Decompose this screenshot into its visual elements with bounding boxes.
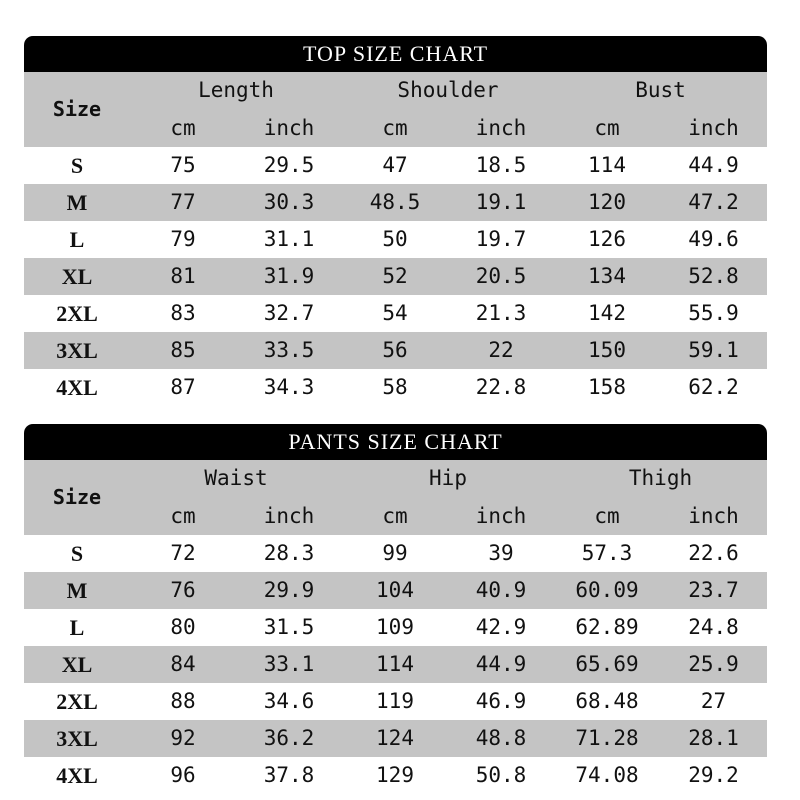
top-chart-header <box>24 72 767 147</box>
table-cell: 49.6 <box>688 227 739 251</box>
unit-header: inch <box>263 504 315 528</box>
table-cell: 30.3 <box>263 190 315 214</box>
table-cell: 88 <box>170 689 196 713</box>
table-row <box>24 683 767 720</box>
unit-header: inch <box>688 116 739 140</box>
pants-size-chart <box>24 424 767 794</box>
table-cell: 109 <box>376 615 414 639</box>
table-cell: 92 <box>170 726 196 750</box>
table-cell: 22.8 <box>475 375 527 399</box>
table-cell: 62.89 <box>575 615 639 639</box>
table-cell: 76 <box>170 578 196 602</box>
unit-header: cm <box>594 504 620 528</box>
table-cell: 142 <box>588 301 626 325</box>
size-cell: M <box>66 190 88 215</box>
unit-header: inch <box>475 116 527 140</box>
table-cell: 36.2 <box>263 726 315 750</box>
table-row <box>24 720 767 757</box>
table-row <box>24 258 767 295</box>
table-cell: 79 <box>170 227 196 251</box>
table-cell: 42.9 <box>475 615 527 639</box>
table-cell: 85 <box>170 338 196 362</box>
table-cell: 37.8 <box>263 763 315 787</box>
table-cell: 31.1 <box>263 227 315 251</box>
table-row <box>24 147 767 184</box>
table-cell: 124 <box>376 726 414 750</box>
unit-header: cm <box>170 504 196 528</box>
table-cell: 28.3 <box>263 541 315 565</box>
table-cell: 34.6 <box>263 689 315 713</box>
table-cell: 44.9 <box>688 153 739 177</box>
size-column-header: Size <box>52 97 102 121</box>
table-cell: 71.28 <box>575 726 639 750</box>
top-chart-body <box>24 147 767 406</box>
size-cell: 4XL <box>56 375 98 400</box>
table-cell: 48.5 <box>369 190 421 214</box>
table-cell: 47.2 <box>688 190 739 214</box>
table-cell: 46.9 <box>475 689 527 713</box>
table-cell: 19.1 <box>475 190 527 214</box>
table-cell: 65.69 <box>575 652 639 676</box>
table-cell: 119 <box>376 689 414 713</box>
table-row <box>24 221 767 258</box>
size-cell: 2XL <box>56 301 98 326</box>
unit-header: cm <box>382 504 408 528</box>
pants-chart-title: PANTS SIZE CHART <box>24 424 767 460</box>
table-cell: 83 <box>170 301 196 325</box>
size-column-header: Size <box>52 485 102 509</box>
table-cell: 58 <box>382 375 408 399</box>
table-cell: 99 <box>382 541 408 565</box>
table-row <box>24 369 767 406</box>
table-cell: 21.3 <box>475 301 527 325</box>
table-cell: 56 <box>382 338 408 362</box>
table-cell: 59.1 <box>688 338 739 362</box>
table-cell: 50.8 <box>475 763 527 787</box>
table-cell: 96 <box>170 763 196 787</box>
table-cell: 34.3 <box>263 375 315 399</box>
table-cell: 31.5 <box>263 615 315 639</box>
table-cell: 60.09 <box>575 578 639 602</box>
size-cell: 2XL <box>56 689 98 714</box>
table-cell: 32.7 <box>263 301 315 325</box>
table-cell: 87 <box>170 375 196 399</box>
table-cell: 52.8 <box>688 264 739 288</box>
table-row <box>24 535 767 572</box>
table-cell: 54 <box>382 301 408 325</box>
size-cell: 4XL <box>56 763 98 788</box>
table-cell: 39 <box>488 541 514 565</box>
hip-header: Hip <box>429 466 467 490</box>
table-cell: 29.2 <box>688 763 739 787</box>
table-cell: 48.8 <box>475 726 527 750</box>
table-cell: 62.2 <box>688 375 739 399</box>
table-cell: 77 <box>170 190 196 214</box>
table-cell: 74.08 <box>575 763 639 787</box>
table-cell: 33.5 <box>263 338 315 362</box>
size-cell: L <box>69 227 85 252</box>
shoulder-header: Shoulder <box>397 78 499 102</box>
size-cell: 3XL <box>56 338 98 363</box>
unit-header: cm <box>594 116 620 140</box>
table-cell: 72 <box>170 541 196 565</box>
size-cell: S <box>70 153 84 178</box>
bust-header: Bust <box>635 78 686 102</box>
table-row <box>24 757 767 794</box>
table-cell: 24.8 <box>688 615 739 639</box>
table-row <box>24 609 767 646</box>
table-cell: 134 <box>588 264 626 288</box>
table-cell: 104 <box>376 578 414 602</box>
table-cell: 29.9 <box>263 578 315 602</box>
table-cell: 68.48 <box>575 689 639 713</box>
table-cell: 18.5 <box>475 153 527 177</box>
size-cell: M <box>66 578 88 603</box>
size-cell: XL <box>61 652 93 677</box>
waist-header: Waist <box>204 466 268 490</box>
top-size-chart <box>24 36 767 406</box>
size-cell: L <box>69 615 85 640</box>
top-chart-title: TOP SIZE CHART <box>24 36 767 72</box>
table-cell: 126 <box>588 227 626 251</box>
size-cell: S <box>70 541 84 566</box>
table-cell: 20.5 <box>475 264 527 288</box>
table-cell: 22.6 <box>688 541 739 565</box>
table-cell: 33.1 <box>263 652 315 676</box>
table-row <box>24 646 767 683</box>
table-cell: 29.5 <box>263 153 315 177</box>
table-cell: 22 <box>488 338 514 362</box>
table-cell: 44.9 <box>475 652 527 676</box>
table-row <box>24 295 767 332</box>
unit-header: inch <box>263 116 315 140</box>
thigh-header: Thigh <box>628 466 693 490</box>
size-cell: 3XL <box>56 726 98 751</box>
table-cell: 31.9 <box>263 264 315 288</box>
table-cell: 80 <box>170 615 196 639</box>
table-cell: 75 <box>170 153 196 177</box>
table-row <box>24 332 767 369</box>
size-cell: XL <box>61 264 93 289</box>
table-cell: 120 <box>588 190 626 214</box>
table-cell: 150 <box>588 338 626 362</box>
table-cell: 81 <box>170 264 196 288</box>
table-cell: 40.9 <box>475 578 527 602</box>
unit-header: inch <box>688 504 739 528</box>
table-cell: 23.7 <box>688 578 739 602</box>
pants-chart-header <box>24 460 767 535</box>
table-cell: 84 <box>170 652 196 676</box>
length-header: Length <box>198 78 274 102</box>
table-cell: 57.3 <box>581 541 633 565</box>
table-cell: 19.7 <box>475 227 527 251</box>
table-cell: 55.9 <box>688 301 739 325</box>
table-cell: 114 <box>588 153 626 177</box>
table-cell: 129 <box>376 763 414 787</box>
unit-header: cm <box>170 116 196 140</box>
table-cell: 158 <box>588 375 626 399</box>
table-row <box>24 572 767 609</box>
table-cell: 25.9 <box>688 652 739 676</box>
table-cell: 47 <box>382 153 408 177</box>
table-row <box>24 184 767 221</box>
pants-chart-body <box>24 535 767 794</box>
table-cell: 52 <box>382 264 408 288</box>
table-cell: 27 <box>700 689 727 713</box>
table-cell: 114 <box>376 652 414 676</box>
table-cell: 28.1 <box>688 726 739 750</box>
table-cell: 50 <box>382 227 408 251</box>
unit-header: inch <box>475 504 527 528</box>
unit-header: cm <box>382 116 408 140</box>
